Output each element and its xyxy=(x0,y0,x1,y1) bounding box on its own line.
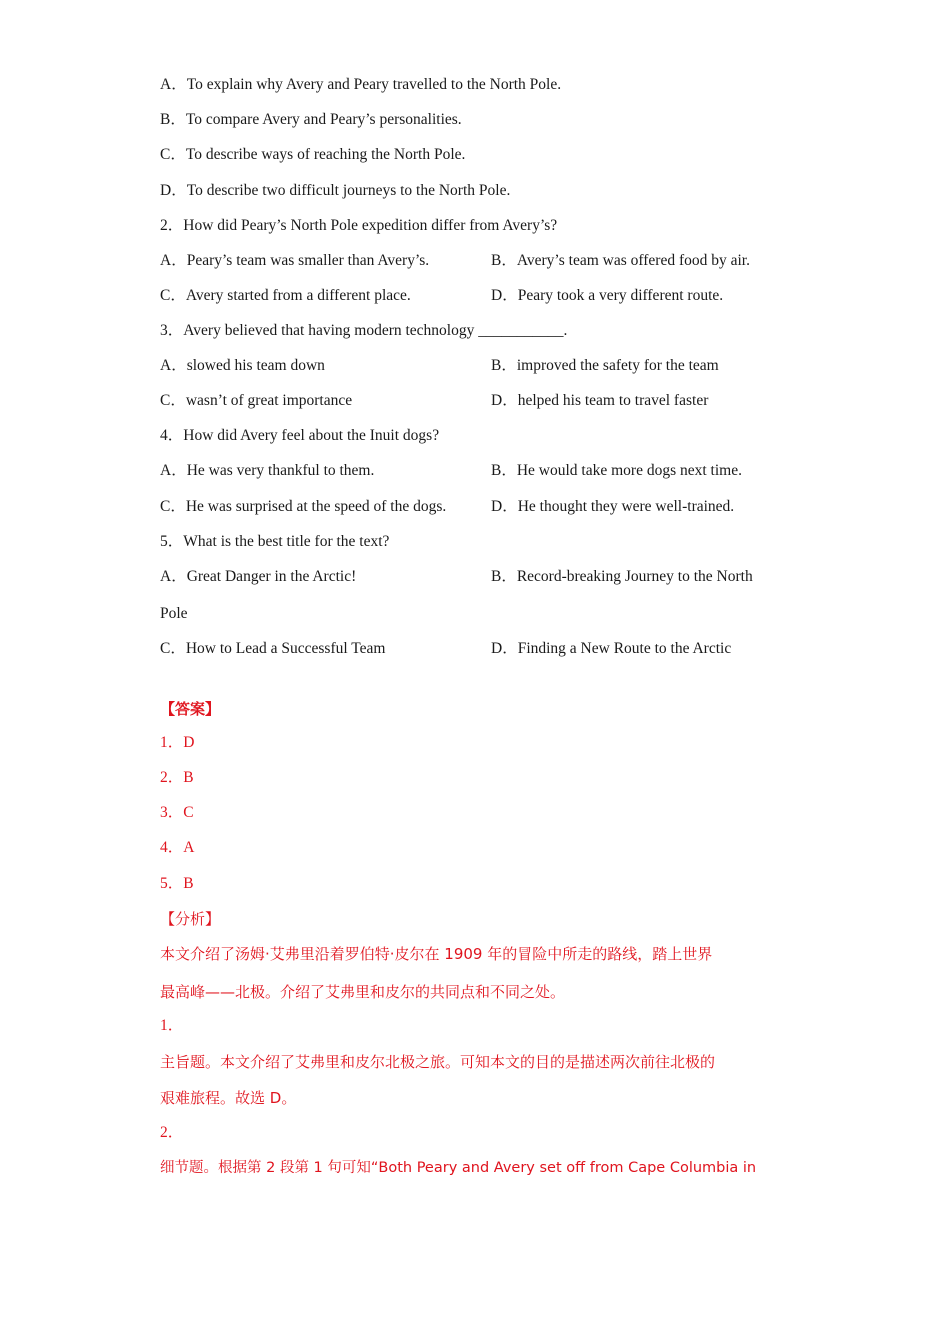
analysis-heading: 【分析】 xyxy=(160,910,221,928)
answer-item: 1．D xyxy=(160,734,195,751)
q3-option-a: A．slowed his team down xyxy=(160,357,325,374)
q1-option-d: D．To describe two difficult journeys to the North Pole. xyxy=(160,182,511,199)
q3-option-b: B．improved the safety for the team xyxy=(491,357,719,374)
q5-option-b: B．Record-breaking Journey to the North xyxy=(491,568,753,585)
q4-stem: 4．How did Avery feel about the Inuit dogs? xyxy=(160,427,440,444)
analysis-line: 1． xyxy=(160,1017,184,1034)
q4-option-a: A．He was very thankful to them. xyxy=(160,462,375,479)
analysis-line: 最高峰——北极。介绍了艾弗里和皮尔的共同点和不同之处。 xyxy=(160,983,566,1001)
analysis-line: 主旨题。本文介绍了艾弗里和皮尔北极之旅。可知本文的目的是描述两次前往北极的 xyxy=(160,1053,716,1071)
q1-option-b: B．To compare Avery and Peary’s personalities. xyxy=(160,111,462,128)
q2-option-b: B．Avery’s team was offered food by air. xyxy=(491,252,750,269)
q4-option-b: B．He would take more dogs next time. xyxy=(491,462,742,479)
analysis-line: 本文介绍了汤姆·艾弗里沿着罗伯特·皮尔在 1909 年的冒险中所走的路线，踏上世界 xyxy=(160,945,713,963)
q3-option-c: C．wasn’t of great importance xyxy=(160,392,353,409)
q5-option-a: A．Great Danger in the Arctic! xyxy=(160,568,357,585)
q5-option-b-wrap: Pole xyxy=(160,605,188,622)
q2-option-d: D．Peary took a very different route. xyxy=(491,287,724,304)
answer-item: 3．C xyxy=(160,804,194,821)
q5-option-d: D．Finding a New Route to the Arctic xyxy=(491,640,732,657)
q1-option-a: A．To explain why Avery and Peary travelled to the North Pole. xyxy=(160,76,562,93)
q3-stem: 3．Avery believed that having modern technology ___________. xyxy=(160,322,568,339)
q2-stem: 2．How did Peary’s North Pole expedition differ from Avery’s? xyxy=(160,217,558,234)
analysis-line: 2． xyxy=(160,1124,184,1141)
q2-option-a: A．Peary’s team was smaller than Avery’s. xyxy=(160,252,430,269)
q1-option-c: C．To describe ways of reaching the North Pole. xyxy=(160,146,466,163)
q2-option-c: C．Avery started from a different place. xyxy=(160,287,411,304)
q3-option-d: D．helped his team to travel faster xyxy=(491,392,709,409)
analysis-line: 艰难旅程。故选 D。 xyxy=(160,1089,297,1107)
answer-item: 2．B xyxy=(160,769,194,786)
answer-item: 5．B xyxy=(160,875,194,892)
q5-stem: 5．What is the best title for the text? xyxy=(160,533,390,550)
analysis-line: 细节题。根据第 2 段第 1 句可知“Both Peary and Avery set off from Cape Columbia in xyxy=(160,1160,757,1176)
q4-option-d: D．He thought they were well-trained. xyxy=(491,498,735,515)
answer-item: 4．A xyxy=(160,839,195,856)
q5-option-c: C．How to Lead a Successful Team xyxy=(160,640,386,657)
answer-heading: 【答案】 xyxy=(160,700,221,718)
q4-option-c: C．He was surprised at the speed of the dogs. xyxy=(160,498,447,515)
